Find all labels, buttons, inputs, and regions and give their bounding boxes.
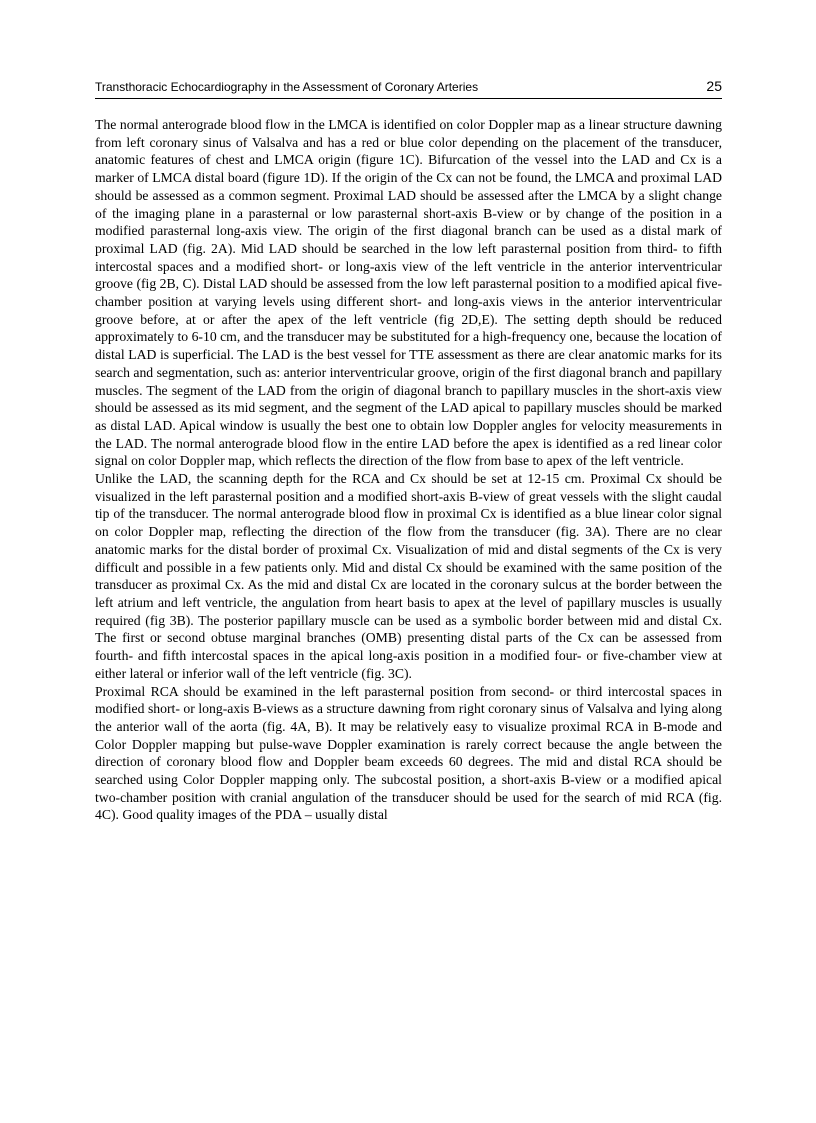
paragraph-rca: Proximal RCA should be examined in the left parasternal position from second- or third intercostal spaces in modified short- or long-axis B-views as a structure dawning from right coronary sinus of Valsalva and lying along the anterior wall of the aorta (fig. 4A, B). It may be relatively easy to visualize proximal RCA in B-mode and Color Doppler mapping but pulse-wave Doppler examination is rarely correct because the angle between the direction of coronary blood flow and Doppler beam exceeds 60 degrees. The mid and distal RCA should be searched using Color Doppler mapping only. The subcostal position, a short-axis B-view or a modified apical two-chamber position with cranial angulation of the transducer should be used for the search of mid RCA (fig. 4C). Good quality images of the PDA – usually distal	[95, 683, 722, 823]
paragraph-cx: Unlike the LAD, the scanning depth for the RCA and Cx should be set at 12-15 cm. Proximal Cx should be visualized in the left parasternal position and a modified short-axis B-view of great vessels with the slight caudal tip of the transducer. The normal anterograde blood flow in proximal Cx is identified as a blue linear color signal on color Doppler map, reflecting the direction of the flow from the transducer (fig. 3A). There are no clear anatomic marks for the distal border of proximal Cx. Visualization of mid and distal segments of the Cx is very difficult and possible in a few patients only. Mid and distal Cx should be examined with the same position of the transducer as proximal Cx. As the mid and distal Cx are located in the coronary sulcus at the border between the left atrium and left ventricle, the angulation from heart basis to apex at the level of papillary muscles is usually required (fig 3B). The posterior papillary muscle can be used as a symbolic border between mid and distal Cx. The first or second obtuse marginal branches (OMB) presenting distal parts of the Cx can be assessed from fourth- and fifth intercostal spaces in the apical long-axis position in a modified four- or five-chamber view at either lateral or inferior wall of the left ventricle (fig. 3C).	[95, 471, 722, 681]
paragraph-lmca-lad: The normal anterograde blood flow in the LMCA is identified on color Doppler map as a linear structure dawning from left coronary sinus of Valsalva and has a red or blue color depending on the placement of the transducer, anatomic features of chest and LMCA origin (figure 1C). Bifurcation of the vessel into the LAD and Cx is a marker of LMCA distal board (figure 1D). If the origin of the Cx can not be found, the LMCA and proximal LAD should be assessed as a common segment. Proximal LAD should be assessed after the LMCA by a slight change of the imaging plane in a parasternal or low parasternal short-axis B-view or by change of the position in a modified parasternal long-axis view. The origin of the first diagonal branch can be used as a distal mark of proximal LAD (fig. 2A). Mid LAD should be searched in the low left parasternal position from third- to fifth intercostal spaces and a modified short- or long-axis view of the left ventricle in the anterior interventricular groove (fig 2B, C). Distal LAD should be assessed from the low left parasternal position to a modified apical five-chamber position at varying levels using different short- and long-axis views in the anterior interventricular groove before, at or after the apex of the left ventricle (fig 2D,E). The setting depth should be reduced approximately to 6-10 cm, and the transducer may be substituted for a high-frequency one, because the location of distal LAD is superficial. The LAD is the best vessel for TTE assessment as there are clear anatomic marks for its search and segmentation, such as: anterior interventricular groove, origin of the first diagonal branch and papillary muscles. The segment of the LAD from the origin of diagonal branch to papillary muscles in the short-axis view should be assessed as its mid segment, and the segment of the LAD apical to papillary muscles should be marked as distal LAD. Apical window is usually the best one to obtain low Doppler angles for velocity measurements in the LAD. The normal anterograde blood flow in the entire LAD before the apex is identified as a red linear color signal on color Doppler map, which reflects the direction of the flow from base to apex of the left ventricle.	[95, 117, 722, 469]
body-text	[95, 116, 722, 824]
running-header-title: Transthoracic Echocardiography in the Assessment of Coronary Arteries	[95, 80, 479, 94]
running-header	[95, 78, 722, 99]
page-number: 25	[706, 78, 722, 94]
